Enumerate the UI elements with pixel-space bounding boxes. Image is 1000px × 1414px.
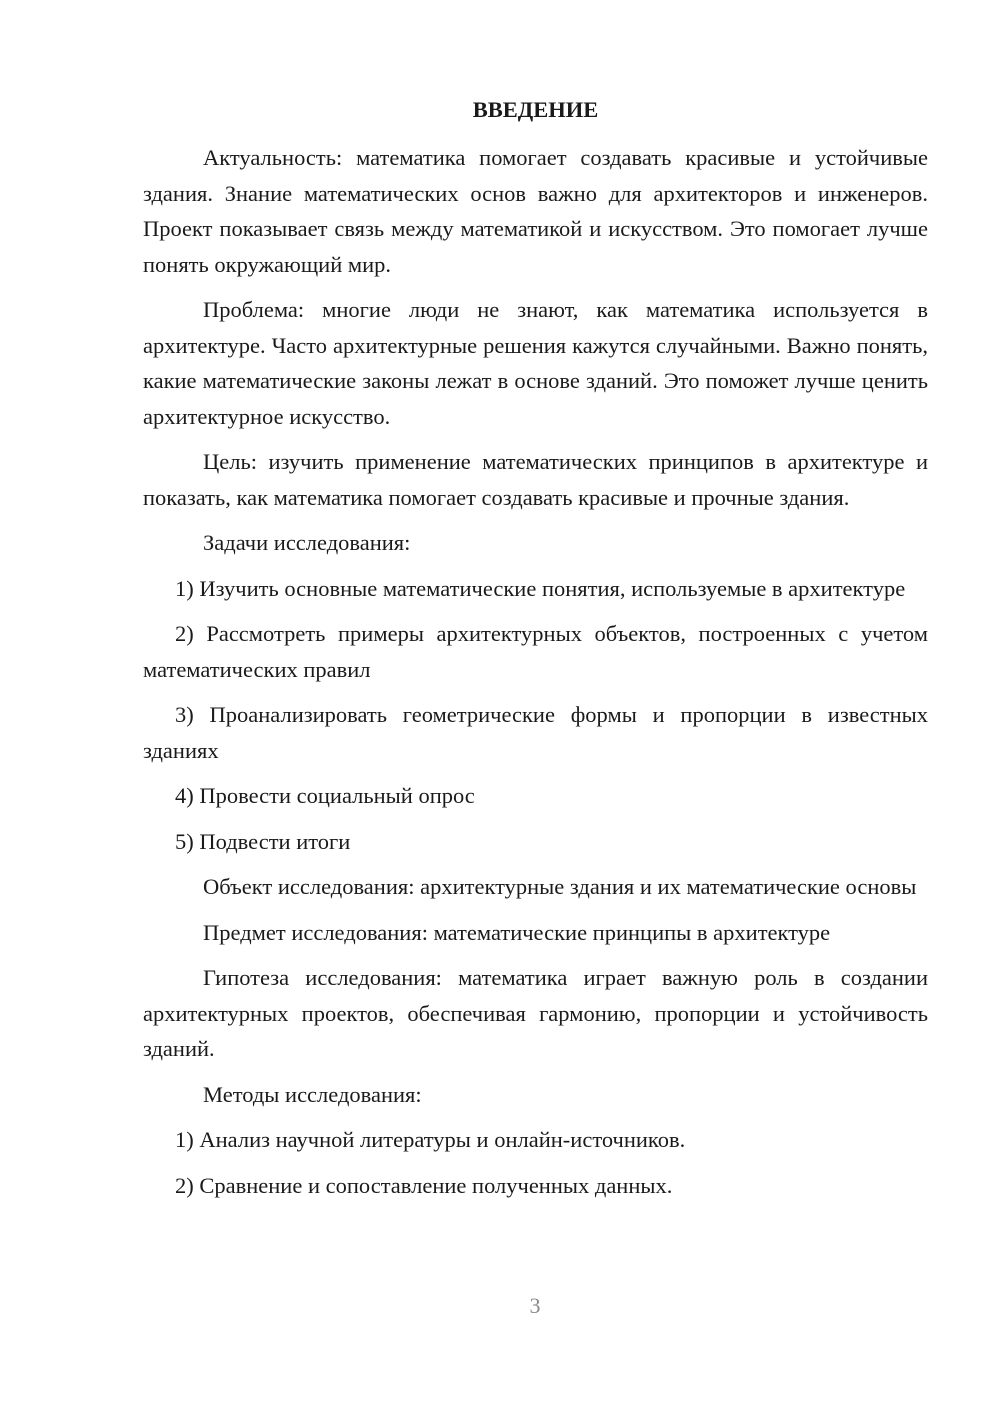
- task-item-5: 5) Подвести итоги: [175, 828, 351, 854]
- document-page: [143, 92, 928, 1213]
- paragraph-object: Объект исследования: архитектурные здания и их математические основы: [203, 874, 917, 899]
- page-number: 3: [529, 1293, 541, 1318]
- method-item-1: 1) Анализ научной литературы и онлайн-источников.: [175, 1127, 686, 1152]
- task-item-4: 4) Провести социальный опрос: [175, 783, 475, 808]
- paragraph-relevance: Актуальность: математика помогает создавать красивые и устойчивые здания. Знание математических основ важно для архитекторов и инженеров. Проект показывает связь между математикой и искусством. Это помогает лучше понять окружающий мир.: [143, 145, 928, 277]
- task-item-1: 1) Изучить основные математические понятия, используемые в архитектуре: [175, 575, 906, 601]
- methods-heading: Методы исследования:: [203, 1081, 422, 1107]
- paragraph-subject: Предмет исследования: математические принципы в архитектуре: [203, 919, 831, 945]
- paragraph-problem: Проблема: многие люди не знают, как математика используется в архитектуре. Часто архитектурные решения кажутся случайными. Важно понять, какие математические законы лежат в основе зданий. Это поможет лучше ценить архитектурное искусство.: [143, 297, 928, 429]
- method-item-2: 2) Сравнение и сопоставление полученных данных.: [175, 1172, 673, 1198]
- task-item-2: 2) Рассмотреть примеры архитектурных объектов, построенных с учетом математических правил: [143, 621, 928, 682]
- tasks-heading: Задачи исследования:: [203, 530, 411, 555]
- section-title: ВВЕДЕНИЕ: [472, 97, 599, 122]
- paragraph-hypothesis: Гипотеза исследования: математика играет важную роль в создании архитектурных проектов, обеспечивая гармонию, пропорции и устойчивость зданий.: [143, 965, 928, 1061]
- task-item-3: 3) Проанализировать геометрические формы и пропорции в известных зданиях: [143, 702, 928, 763]
- paragraph-goal: Цель: изучить применение математических принципов в архитектуре и показать, как математика помогает создавать красивые и прочные здания.: [143, 449, 928, 510]
